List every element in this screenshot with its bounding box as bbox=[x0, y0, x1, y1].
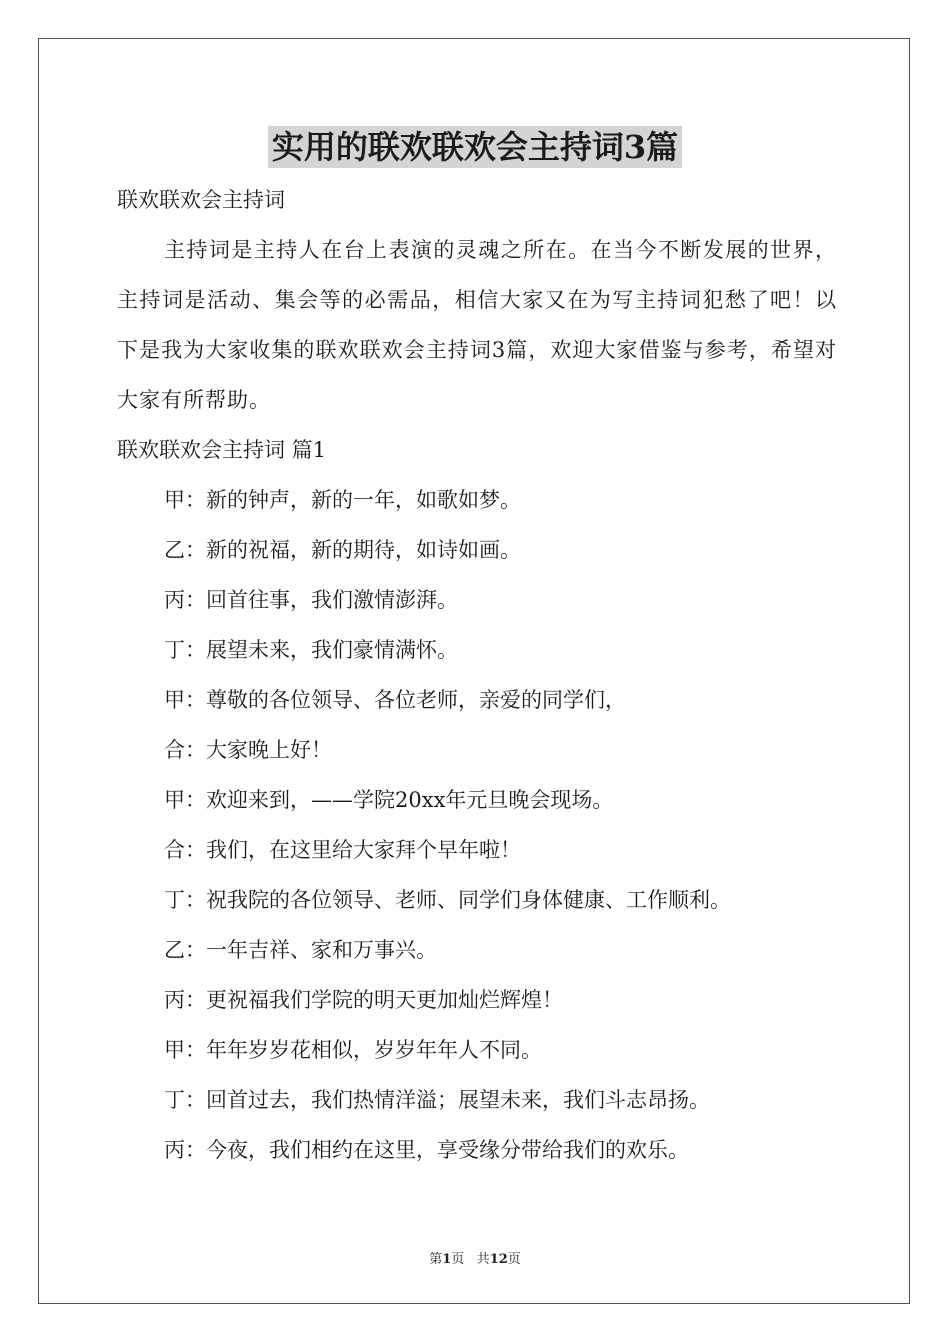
page-number: 1 bbox=[442, 1252, 452, 1267]
page-label-suffix: 页 bbox=[451, 1252, 465, 1267]
dialogue-line: 丙：更祝福我们学院的明天更加灿烂辉煌！ bbox=[164, 988, 563, 1012]
page-footer bbox=[0, 1248, 950, 1267]
dialogue-line: 合：大家晚上好！ bbox=[164, 738, 332, 762]
dialogue-line: 丁：祝我院的各位领导、老师、同学们身体健康、工作顺利。 bbox=[164, 888, 731, 912]
dialogue-line: 丙：回首往事，我们激情澎湃。 bbox=[164, 588, 458, 612]
dialogue-line: 丁：回首过去，我们热情洋溢；展望未来，我们斗志昂扬。 bbox=[164, 1088, 710, 1112]
title-container bbox=[0, 126, 950, 168]
intro-paragraph: 主持词是主持人在台上表演的灵魂之所在。在当今不断发展的世界，主持词是活动、集会等的必需品，相信大家又在为写主持词犯愁了吧！以下是我为大家收集的联欢联欢会主持词3篇，欢迎大家借鉴与参考，希望对大家有所帮助。 bbox=[117, 238, 837, 412]
total-pages: 12 bbox=[489, 1252, 508, 1267]
dialogue-line: 甲：尊敬的各位领导、各位老师，亲爱的同学们， bbox=[164, 688, 626, 712]
dialogue-line: 乙：新的祝福，新的期待，如诗如画。 bbox=[164, 538, 521, 562]
dialogue-line: 甲：新的钟声，新的一年，如歌如梦。 bbox=[164, 488, 521, 512]
dialogue-line: 乙：一年吉祥、家和万事兴。 bbox=[164, 938, 437, 962]
dialogue-line: 丙：今夜，我们相约在这里，享受缘分带给我们的欢乐。 bbox=[164, 1138, 689, 1162]
total-suffix: 页 bbox=[507, 1252, 521, 1267]
dialogue-line: 甲：欢迎来到，——学院20xx年元旦晚会现场。 bbox=[164, 788, 614, 812]
dialogue-line: 甲：年年岁岁花相似，岁岁年年人不同。 bbox=[164, 1038, 542, 1062]
dialogue-line: 合：我们，在这里给大家拜个早年啦！ bbox=[164, 838, 521, 862]
dialogue-line: 丁：展望未来，我们豪情满怀。 bbox=[164, 638, 458, 662]
document-title: 实用的联欢联欢会主持词3篇 bbox=[268, 126, 682, 168]
section-heading: 联欢联欢会主持词 篇1 bbox=[117, 438, 327, 462]
page-label-prefix: 第 bbox=[429, 1252, 443, 1267]
document-body bbox=[117, 175, 837, 1175]
subtitle: 联欢联欢会主持词 bbox=[117, 188, 285, 212]
total-prefix: 共 bbox=[476, 1252, 490, 1267]
